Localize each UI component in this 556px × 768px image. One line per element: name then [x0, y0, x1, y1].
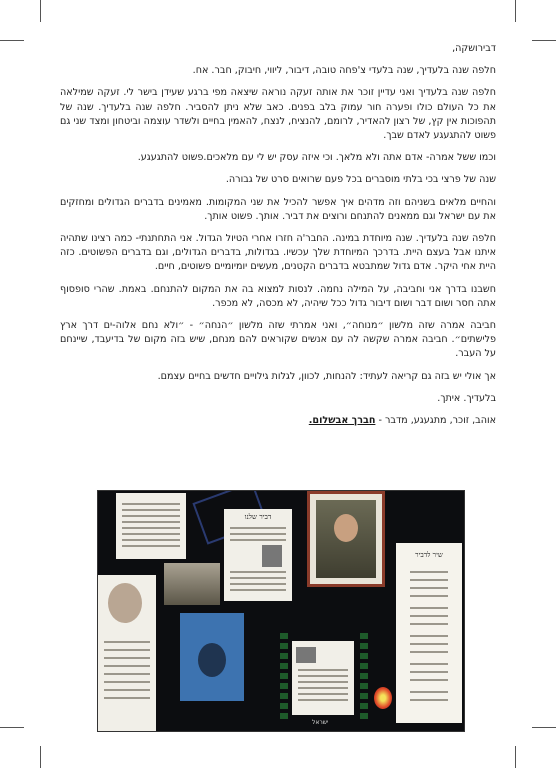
leaf-garland [280, 633, 288, 719]
paragraph: חלפה שנה בלעדיך, שנה בלעדי צ'פחה טובה, דיבור, ליווי, חיבוק, חבר. אח. [192, 65, 496, 77]
crop-mark [532, 727, 556, 728]
crop-mark [0, 727, 24, 728]
signature [60, 414, 496, 428]
board-label: ישראל [312, 719, 329, 726]
poem-title: שיר לדביר [415, 551, 443, 559]
signature-name: חברך אבשלום. [308, 415, 376, 427]
blue-poster [180, 613, 244, 701]
paragraph: חלפה שנה בלעדיך ואני עדיין זוכר את אותה זעקה נוראה שיצאה מפי ברגע שעידן בישר לי. זעקה שמילאה את כל העולם כולו ופערה חור עמוק בלב בפנים. כאב שלא ניתן להסביר. חלפה שנה בלעדיך. שנה של תהפוכות אין קץ, של רצון להאדיר, לרומם, להנציח, לנצח, להאמין בחיים ולשדר עוצמה וביטחון ומצד שני גם פשוט להתגעגע לאדם שבך. [60, 87, 496, 142]
memorial-board-photo [97, 490, 465, 732]
letter-body [60, 42, 496, 436]
soldier-photo [316, 500, 376, 578]
framed-portrait [307, 491, 385, 587]
newsletter-title: דביר שלנו [244, 513, 272, 521]
face-shape [334, 514, 358, 542]
leaf-garland [360, 633, 368, 719]
soldier-snapshot [164, 563, 220, 605]
crop-mark [0, 40, 24, 41]
paragraph: חביבה אמרה שזה מלשון ״מנוחה״, ואני אמרתי שזה מלשון ״הנחה״ - ״ולא נחם אלוה-ים דרך ארץ פלישתים״. חביבה אמרה שקשה לה עם אנשים שקוראים להם מנחם, שיש בזה מקום של בדיעבד, שיינחם על העבר. [60, 320, 496, 360]
signature-prefix: אוהב, זוכר, מתגעגע, מדבר - [375, 415, 496, 427]
crop-mark [532, 40, 556, 41]
flower-decoration [374, 687, 392, 709]
paragraph: שנה של פרצי בכי בלתי מוסברים בכל פעם שרואים סרט של גבורה. [225, 174, 496, 186]
paragraph: וכמו ששל אמרה- אדם אתה ולא מלאך. וכי איזה עסק יש לי עם מלאכים.פשוט להתגעגע. [137, 152, 496, 164]
paper-document [116, 493, 186, 559]
paragraph: והחיים מלאים בשניהם וזה מדהים איך אפשר להכיל את שני המקומות. מאמינים בדברים הגדולים ומחזקים את עם ישראל וגם ממאנים להתנחם ורוצים את דביר. אותך. פשוט אותך. [60, 196, 496, 222]
paragraph: חלפה שנה בלעדיך. שנה מיוחדת במינה. החבר'ה חזרו אחרי הטיול הגדול. אני התחתנתי- כמה רצינו שתהיה איתנו אבל בעצם היית. בדרכך המיוחדת שלך עכשיו. בגדולות, בדברים הגדולים, וגם בדברים הפשוטים. כזה היית אחי היקר. אדם גדול שמתבטא בדברים הקטנים, מעשים יומיומיים פשוטים, חיים. [60, 233, 496, 273]
sketch-face [108, 583, 142, 623]
crop-mark [40, 746, 41, 768]
paragraph: אך אולי יש בזה גם קריאה לעתיד: להנחות, לכוון, לגלות גילויים חדשים בחיים עצמם. [157, 370, 496, 382]
newsletter-page [224, 509, 292, 601]
salutation: דבירושקה, [452, 43, 496, 54]
poster-face [198, 643, 226, 677]
leaflet-photo [296, 647, 316, 663]
poem-sheet [396, 543, 462, 723]
paragraph: בלעדיך. איתך. [437, 392, 496, 404]
newsletter-photo [262, 545, 282, 567]
paragraph: חשבנו בדרך אני וחביבה, על המילה נחמה. לנסות למצוא בה את המקום להתנחם. באמת. שהרי סופסוף אתה חסר ושום דבר ושום דיבור גדול ככל שיהיה, לא מכסה, לא מכפר. [60, 283, 496, 309]
leaflet [292, 641, 354, 715]
crop-mark [515, 746, 516, 768]
portrait-sketch [98, 575, 156, 731]
crop-mark [515, 0, 516, 22]
crop-mark [40, 0, 41, 22]
